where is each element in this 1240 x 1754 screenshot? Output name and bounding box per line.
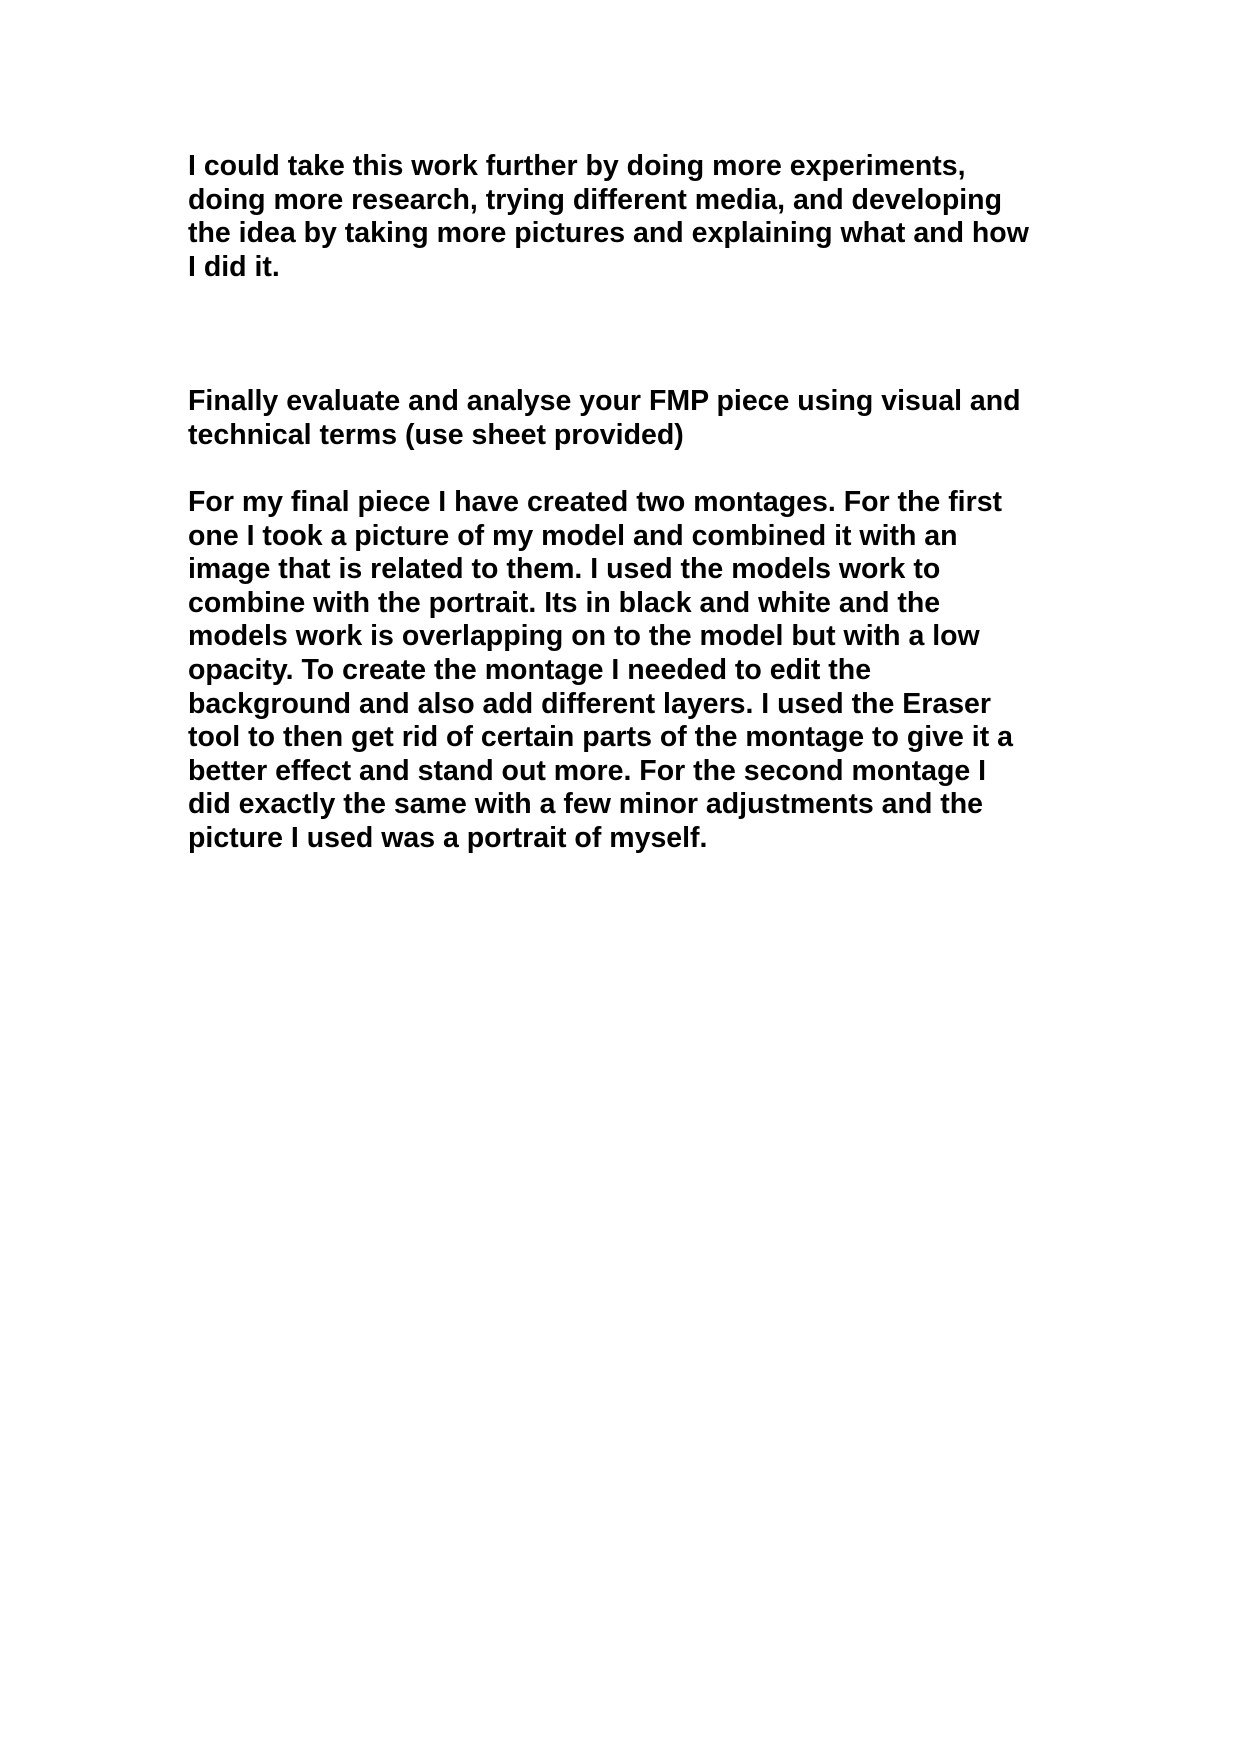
text-line: tool to then get rid of certain parts of the montage to give it a: [188, 721, 1013, 754]
text-line: opacity. To create the montage I needed to edit the: [188, 653, 872, 686]
text-line: Finally evaluate and analyse your FMP piece using visual and: [188, 385, 1021, 418]
text-line: one I took a picture of my model and combined it with an: [188, 519, 958, 552]
further-work-paragraph: [188, 150, 1088, 284]
evaluation-paragraph: [188, 486, 1088, 856]
text-line: the idea by taking more pictures and explaining what and how: [188, 217, 1029, 250]
document-body: [188, 150, 1088, 855]
text-line: technical terms (use sheet provided): [188, 418, 684, 451]
text-line: picture I used was a portrait of myself.: [188, 821, 708, 854]
text-line: did exactly the same with a few minor adjustments and the: [188, 788, 984, 821]
text-line: image that is related to them. I used the models work to: [188, 553, 941, 586]
text-line: models work is overlapping on to the model but with a low: [188, 620, 980, 653]
evaluation-prompt: [188, 385, 1088, 452]
text-line: background and also add different layers. I used the Eraser: [188, 687, 991, 720]
text-line: I could take this work further by doing more experiments,: [188, 150, 966, 182]
text-line: I did it.: [188, 250, 280, 283]
text-line: combine with the portrait. Its in black and white and the: [188, 586, 941, 619]
text-line: doing more research, trying different media, and developing: [188, 183, 1002, 216]
text-line: better effect and stand out more. For the second montage I: [188, 754, 987, 787]
text-line: For my final piece I have created two montages. For the first: [188, 485, 1003, 518]
